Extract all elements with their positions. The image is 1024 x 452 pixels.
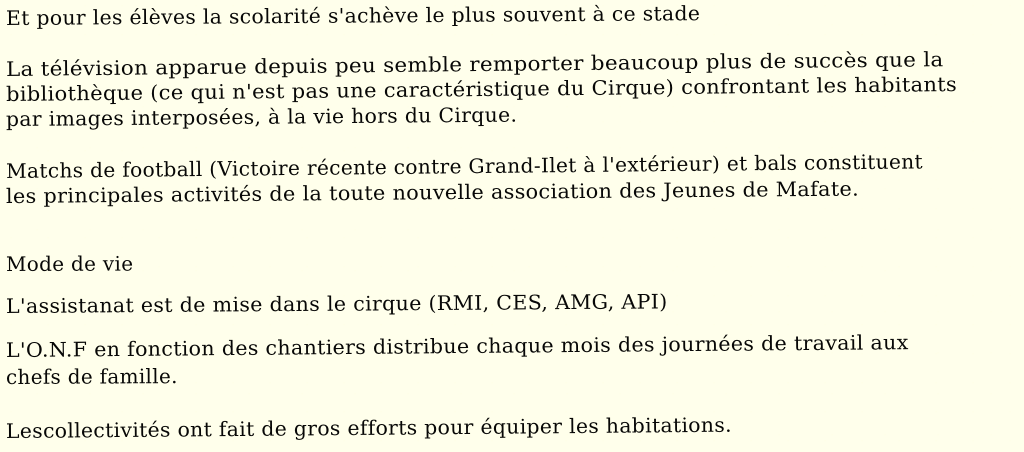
text-line-8: L'assistanat est de mise dans le cirque (RMI, CES, AMG, API): [5, 289, 668, 318]
text-line-2: La télévision apparue depuis peu semble remporter beaucoup plus de succès que la: [5, 47, 944, 81]
text-line-9: L'O.N.F en fonction des chantiers distribue chaque mois des journées de travail aux: [5, 330, 909, 362]
text-line-5: Matchs de football (Victoire récente contre Grand-Ilet à l'extérieur) et bals constituent: [5, 149, 924, 183]
text-line-1: Et pour les élèves la scolarité s'achève le plus souvent à ce stade: [5, 1, 701, 30]
text-line-11: Lescollectivités ont fait de gros efforts pour équiper les habitations.: [5, 412, 732, 443]
text-line-3: bibliothèque (ce qui n'est pas une caractéristique du Cirque) confrontant les habitants: [5, 72, 958, 106]
text-line-4: par images interposées, à la vie hors du Cirque.: [5, 102, 518, 131]
text-line-6: les principales activités de la toute nouvelle association des Jeunes de Mafate.: [5, 176, 860, 208]
section-heading-mode-de-vie: Mode de vie: [5, 251, 134, 276]
text-line-10: chefs de famille.: [5, 364, 178, 389]
